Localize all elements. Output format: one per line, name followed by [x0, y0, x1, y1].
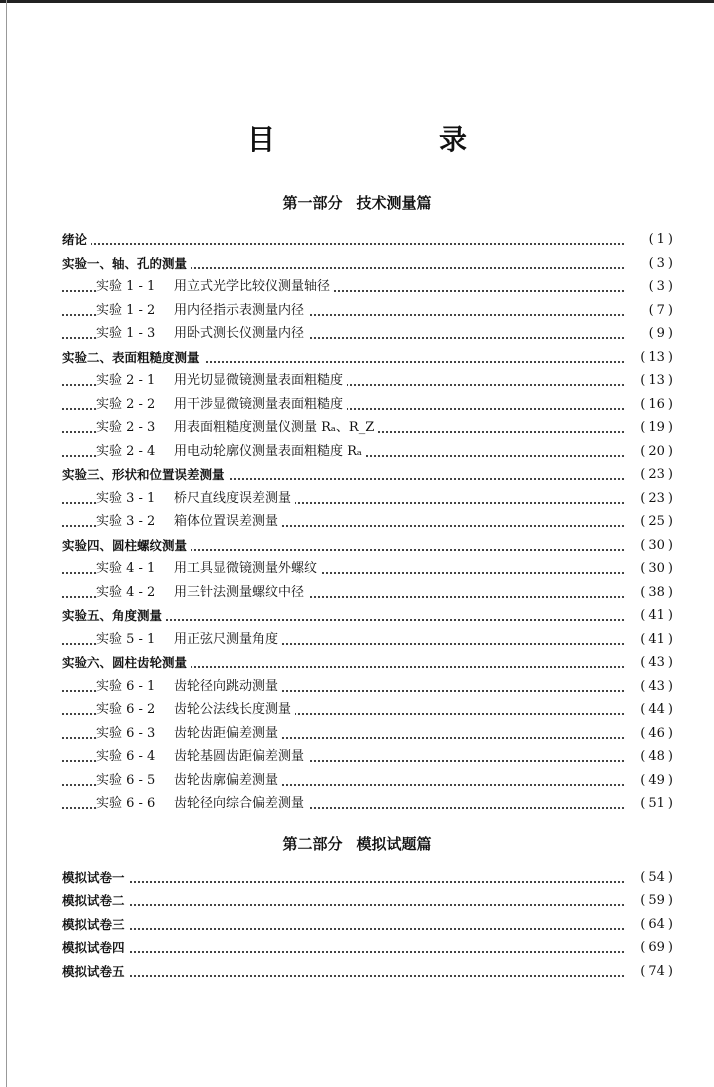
toc-entry-title	[96, 276, 334, 298]
toc-entry[interactable]	[0, 793, 714, 815]
page-number: 30	[648, 561, 665, 576]
toc-entry-number: 实验 2 - 1	[96, 373, 156, 388]
toc-entry[interactable]	[0, 676, 714, 698]
toc-entry-page: ( 51 )	[626, 793, 676, 815]
toc-entry[interactable]	[0, 629, 714, 651]
part2-heading	[0, 833, 714, 854]
toc-entry-label: 实验六、圆柱齿轮测量	[62, 655, 188, 670]
toc-entry-page: ( 16 )	[626, 394, 676, 416]
toc-entry-title	[62, 937, 129, 959]
toc-entry-page: ( 41 )	[626, 629, 676, 651]
toc-entry-title	[62, 229, 91, 251]
toc-entry-title	[62, 253, 191, 275]
toc-entry-label: 模拟试卷四	[62, 940, 125, 956]
toc-entry-title	[96, 723, 282, 745]
toc-entry-title	[96, 441, 366, 463]
toc-entry[interactable]	[0, 417, 714, 439]
toc-entry[interactable]	[0, 605, 714, 627]
toc-entry[interactable]	[0, 890, 714, 912]
toc-entry-page: ( 43 )	[626, 676, 676, 698]
toc-entry-page: ( 30 )	[626, 558, 676, 580]
dot-leader	[62, 243, 628, 245]
toc-entry[interactable]	[0, 488, 714, 510]
toc-entry-number: 实验 6 - 2	[96, 702, 156, 717]
toc-entry[interactable]	[0, 867, 714, 889]
toc-entry-number: 实验 2 - 4	[96, 443, 156, 459]
page-number: 54	[648, 870, 665, 885]
page-number: 20	[648, 443, 665, 459]
toc-entry-page: ( 54 )	[626, 867, 676, 889]
toc-entry-title	[96, 793, 308, 815]
toc-entry[interactable]	[0, 723, 714, 745]
toc-entry[interactable]	[0, 770, 714, 792]
page-number: 43	[648, 655, 665, 670]
toc-entry-title	[62, 914, 129, 936]
part1-name: 技术测量篇	[356, 194, 432, 212]
toc-entry-page: ( 69 )	[626, 937, 676, 959]
toc-entry-title	[96, 488, 295, 510]
toc-entry[interactable]	[0, 582, 714, 604]
toc-entry[interactable]	[0, 914, 714, 936]
toc-entry[interactable]	[0, 464, 714, 486]
toc-entry-label: 模拟试卷五	[62, 963, 125, 979]
page-number: 74	[648, 963, 665, 979]
top-border-rule	[0, 0, 714, 3]
page-number: 25	[648, 514, 665, 529]
toc-entry[interactable]	[0, 746, 714, 768]
toc-entry-title	[62, 347, 204, 369]
toc-entry-page: ( 48 )	[626, 746, 676, 768]
page-number: 38	[648, 584, 665, 600]
toc-entry-label: 齿轮齿廓偏差测量	[174, 772, 279, 788]
toc-entry-label: 齿轮径向跳动测量	[174, 678, 279, 694]
toc-entry-label: 用表面粗糙度测量仪测量 Rₐ、R_Z	[174, 420, 375, 435]
page-title: 目 录	[246, 123, 535, 156]
page-number: 16	[648, 396, 665, 412]
toc-entry-label: 用干涉显微镜测量表面粗糙度	[174, 396, 344, 412]
page-number: 30	[648, 537, 665, 553]
toc-entry-label: 齿轮基圆齿距偏差测量	[174, 749, 305, 764]
toc-entry[interactable]	[0, 300, 714, 322]
page-number: 59	[648, 893, 665, 909]
toc-entry-page: ( 7 )	[626, 300, 676, 322]
page-number: 49	[648, 772, 665, 788]
toc-entry-page: ( 49 )	[626, 770, 676, 792]
toc-entry-title	[96, 746, 308, 768]
page-number: 46	[648, 725, 665, 741]
toc-entry-title	[96, 300, 308, 322]
part1-heading	[0, 192, 714, 213]
toc-entry-label: 桥尺直线度误差测量	[174, 490, 292, 506]
toc-entry-title	[62, 961, 129, 983]
part2-name: 模拟试题篇	[356, 835, 432, 853]
toc-entry-number: 实验 1 - 2	[96, 302, 156, 318]
toc-entry-number: 实验 6 - 4	[96, 749, 156, 764]
page-number: 64	[648, 916, 665, 932]
page-number: 3	[656, 279, 665, 294]
toc-entry-label: 用正弦尺测量角度	[174, 631, 279, 647]
toc-entry-title	[96, 558, 321, 580]
toc-entry[interactable]	[0, 323, 714, 345]
toc-entry-page: ( 59 )	[626, 890, 676, 912]
page-number: 48	[648, 749, 665, 764]
toc-entry-title	[96, 770, 282, 792]
page-number: 7	[656, 302, 665, 318]
dot-leader	[62, 975, 628, 977]
toc-entry-title	[96, 676, 282, 698]
toc-entry-number: 实验 4 - 2	[96, 584, 156, 600]
toc-entry-number: 实验 2 - 2	[96, 396, 156, 412]
dot-leader	[62, 928, 628, 930]
toc-entry-label: 齿轮径向综合偏差测量	[174, 796, 305, 811]
toc-entry-page: ( 44 )	[626, 699, 676, 721]
toc-entry-number: 实验 5 - 1	[96, 631, 156, 647]
page-number: 44	[648, 702, 665, 717]
toc-entry[interactable]	[0, 253, 714, 275]
toc-entry-label: 用三针法测量螺纹中径	[174, 584, 305, 600]
toc-entry[interactable]	[0, 699, 714, 721]
page-number: 13	[648, 373, 665, 388]
dot-leader	[62, 881, 628, 883]
dot-leader	[62, 951, 628, 953]
toc-entry-number: 实验 6 - 1	[96, 678, 156, 694]
toc-entry-page: ( 3 )	[626, 276, 676, 298]
toc-entry-label: 实验三、形状和位置误差测量	[62, 467, 225, 482]
toc-entry-label: 模拟试卷三	[62, 916, 125, 932]
toc-entry-title	[96, 629, 282, 651]
toc-entry-number: 实验 3 - 1	[96, 490, 156, 506]
toc-entry-page: ( 25 )	[626, 511, 676, 533]
toc-entry-label: 用立式光学比较仪测量轴径	[174, 279, 331, 294]
toc-entry-label: 绪论	[62, 232, 88, 247]
toc-entry-title	[96, 370, 347, 392]
toc-entry-page: ( 13 )	[626, 370, 676, 392]
toc-entry[interactable]	[0, 535, 714, 557]
page-number: 23	[648, 467, 665, 482]
toc-entry-page: ( 46 )	[626, 723, 676, 745]
page-number: 41	[648, 631, 665, 647]
toc-entry-number: 实验 1 - 1	[96, 279, 156, 294]
toc-entry-label: 实验一、轴、孔的测量	[62, 255, 188, 271]
toc-entry-page: ( 43 )	[626, 652, 676, 674]
toc-entry-number: 实验 2 - 3	[96, 420, 156, 435]
toc-entry-page: ( 3 )	[626, 253, 676, 275]
toc-entry[interactable]	[0, 370, 714, 392]
toc-entry-page: ( 30 )	[626, 535, 676, 557]
page-number: 19	[648, 420, 665, 435]
toc-entry[interactable]	[0, 347, 714, 369]
toc-entry-label: 模拟试卷一	[62, 870, 125, 885]
toc-entry-title	[96, 582, 308, 604]
page-number: 23	[648, 490, 665, 506]
toc-entry-number: 实验 4 - 1	[96, 561, 156, 576]
toc-entry-label: 箱体位置误差测量	[174, 514, 279, 529]
toc-entry-page: ( 9 )	[626, 323, 676, 345]
part1-label: 第一部分	[282, 194, 343, 212]
toc-entry-label: 实验二、表面粗糙度测量	[62, 349, 200, 365]
page-number: 3	[656, 255, 665, 271]
page-number: 43	[648, 678, 665, 694]
part2-label: 第二部分	[282, 835, 343, 853]
toc-entry[interactable]	[0, 511, 714, 533]
toc-entry-page: ( 20 )	[626, 441, 676, 463]
toc-entry[interactable]	[0, 229, 714, 251]
toc-entry-label: 齿轮齿距偏差测量	[174, 725, 279, 741]
toc-entry-number: 实验 6 - 3	[96, 725, 156, 741]
toc-entry-page: ( 41 )	[626, 605, 676, 627]
toc-entry-label: 实验五、角度测量	[62, 608, 163, 623]
toc-entry[interactable]	[0, 394, 714, 416]
toc-entry-label: 用光切显微镜测量表面粗糙度	[174, 373, 344, 388]
toc-entry-page: ( 38 )	[626, 582, 676, 604]
toc-entry-title	[96, 699, 295, 721]
toc-entry-page: ( 19 )	[626, 417, 676, 439]
toc-entry-title	[96, 417, 378, 439]
toc-entry-label: 实验四、圆柱螺纹测量	[62, 537, 188, 553]
toc-entry-title	[62, 890, 129, 912]
page-number: 13	[648, 349, 665, 365]
dot-leader	[62, 904, 628, 906]
toc-entry[interactable]	[0, 441, 714, 463]
page-number: 41	[648, 608, 665, 623]
toc-entry-title	[96, 323, 308, 345]
toc-entry-number: 实验 3 - 2	[96, 514, 156, 529]
toc-entry-label: 模拟试卷二	[62, 893, 125, 909]
toc-entry-title	[62, 867, 129, 889]
toc-entry-page: ( 74 )	[626, 961, 676, 983]
page-number: 69	[648, 940, 665, 956]
toc-entry-label: 用卧式测长仪测量内径	[174, 326, 305, 341]
toc-entry-label: 用内径指示表测量内径	[174, 302, 305, 318]
toc-entry-title	[96, 394, 347, 416]
toc-entry-label: 用电动轮廓仪测量表面粗糙度 Rₐ	[174, 443, 362, 459]
toc-entry-page: ( 1 )	[626, 229, 676, 251]
toc-entry-title	[96, 511, 282, 533]
toc-entry[interactable]	[0, 276, 714, 298]
toc-entry-page: ( 64 )	[626, 914, 676, 936]
toc-entry-title	[62, 464, 229, 486]
toc-entry-page: ( 23 )	[626, 488, 676, 510]
toc-entry-page: ( 23 )	[626, 464, 676, 486]
toc-entry-number: 实验 6 - 5	[96, 772, 156, 788]
toc-entry-number: 实验 6 - 6	[96, 796, 156, 811]
page-number: 9	[656, 326, 665, 341]
toc-entry-title	[62, 652, 191, 674]
toc-entry[interactable]	[0, 937, 714, 959]
toc-entry-title	[62, 605, 166, 627]
toc-entry-number: 实验 1 - 3	[96, 326, 156, 341]
page-number: 51	[648, 796, 665, 811]
page-number: 1	[656, 232, 665, 247]
toc-entry-title	[62, 535, 191, 557]
toc-entry-page: ( 13 )	[626, 347, 676, 369]
toc-entry-label: 用工具显微镜测量外螺纹	[174, 561, 318, 576]
toc-entry[interactable]	[0, 961, 714, 983]
toc-entry[interactable]	[0, 558, 714, 580]
toc-entry[interactable]	[0, 652, 714, 674]
toc-entry-label: 齿轮公法线长度测量	[174, 702, 292, 717]
